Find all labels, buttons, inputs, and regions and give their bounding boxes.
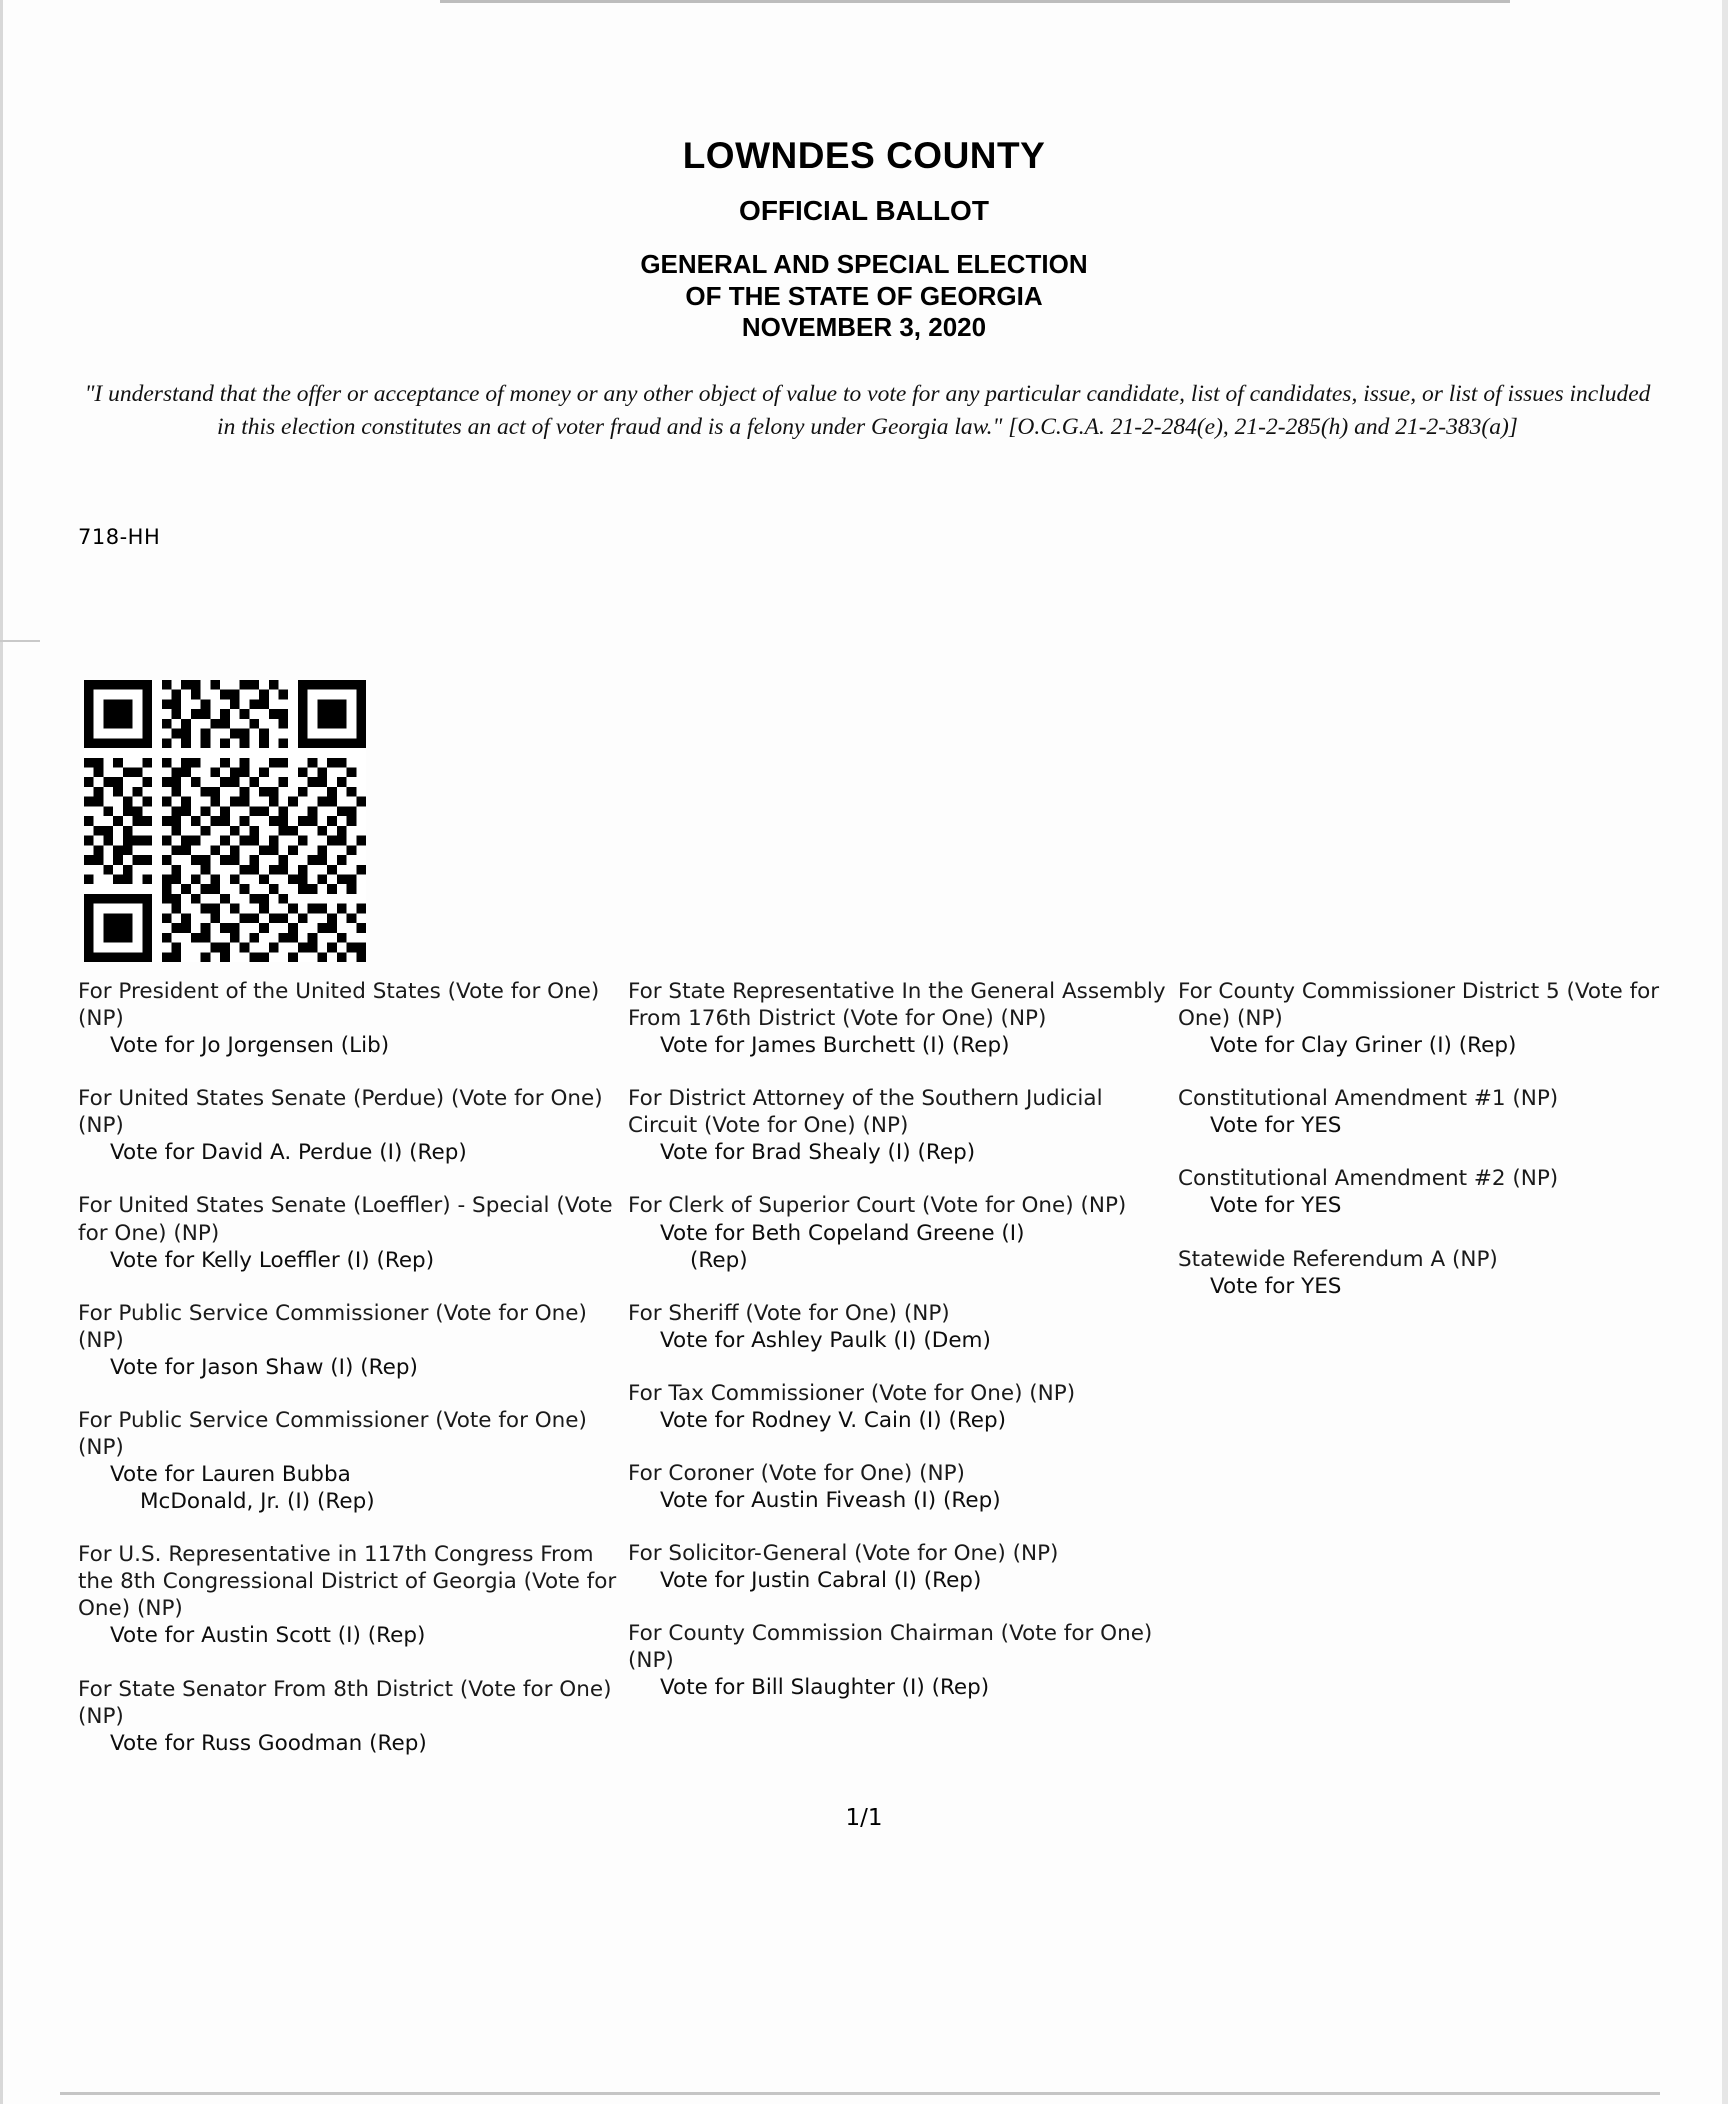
contest-selection: Vote for Bill Slaughter (I) (Rep) bbox=[660, 1675, 990, 1701]
contest-block bbox=[78, 1407, 623, 1515]
election-date: NOVEMBER 3, 2020 bbox=[741, 312, 987, 343]
contest-selection: Vote for Brad Shealy (I) (Rep) bbox=[660, 1140, 976, 1166]
contest-block bbox=[628, 978, 1173, 1059]
contest-selection: Vote for Russ Goodman (Rep) bbox=[110, 1730, 427, 1756]
contest-selection-line1: Vote for Lauren Bubba bbox=[110, 1462, 351, 1488]
contest-selection-line2: (Rep) bbox=[690, 1247, 748, 1273]
contest-block bbox=[628, 1620, 1173, 1701]
ballot-style-id: 718-HH bbox=[78, 525, 161, 549]
ballot-type-title: OFFICIAL BALLOT bbox=[739, 195, 989, 226]
selections-column-3 bbox=[1178, 978, 1678, 1326]
contest-block bbox=[628, 1192, 1173, 1273]
contest-block bbox=[628, 1460, 1173, 1514]
scan-edge-top bbox=[440, 0, 1510, 3]
contest-selection-line2: McDonald, Jr. (I) (Rep) bbox=[140, 1489, 375, 1515]
contest-title: For State Senator From 8th District (Vote for One) (NP) bbox=[78, 1676, 612, 1729]
election-title-line-2: OF THE STATE OF GEORGIA bbox=[685, 280, 1043, 311]
contest-selection: Vote for Austin Scott (I) (Rep) bbox=[110, 1623, 426, 1649]
scan-edge-bottom bbox=[60, 2092, 1660, 2095]
contest-title: For District Attorney of the Southern Judicial Circuit (Vote for One) (NP) bbox=[628, 1086, 1103, 1139]
contest-selection: Vote for Jason Shaw (I) (Rep) bbox=[110, 1354, 418, 1380]
contest-title: For Public Service Commissioner (Vote for One) (NP) bbox=[78, 1407, 587, 1461]
contest-title: For Public Service Commissioner (Vote for One) (NP) bbox=[78, 1300, 587, 1353]
county-title: LOWNDES COUNTY bbox=[682, 135, 1046, 176]
contest-selection bbox=[78, 1461, 623, 1515]
contest-selection: Vote for Jo Jorgensen (Lib) bbox=[110, 1033, 390, 1059]
voter-oath-statement: "I understand that the offer or acceptance of money or any other object of value to vote for any particular candidate, list of candidates, issue, or list of issues included in this election constitutes an act of voter fraud and is a felony under Georgia law." [O.C.G.A. 21-2-284(e), 21-2-285(h) and 21-2-383(a)] bbox=[84, 381, 1651, 441]
contest-title: For Coroner (Vote for One) (NP) bbox=[628, 1461, 965, 1487]
contest-title: For County Commissioner District 5 (Vote for One) (NP) bbox=[1178, 979, 1660, 1032]
contest-title: For Sheriff (Vote for One) (NP) bbox=[628, 1300, 950, 1326]
selections-column-1 bbox=[78, 978, 623, 1783]
contest-block bbox=[78, 978, 623, 1059]
contest-title: Constitutional Amendment #2 (NP) bbox=[1178, 1166, 1559, 1192]
contest-block bbox=[78, 1085, 623, 1166]
contest-selection: Vote for YES bbox=[1210, 1113, 1342, 1139]
contest-selection: Vote for Ashley Paulk (I) (Dem) bbox=[660, 1327, 991, 1353]
contest-block bbox=[628, 1540, 1173, 1594]
contest-block bbox=[1178, 1085, 1678, 1139]
contest-block bbox=[1178, 1246, 1678, 1300]
contest-selection: Vote for Kelly Loeffler (I) (Rep) bbox=[110, 1247, 435, 1273]
contest-title: For Tax Commissioner (Vote for One) (NP) bbox=[628, 1380, 1076, 1406]
contest-title: For Solicitor-General (Vote for One) (NP) bbox=[628, 1541, 1059, 1567]
contest-selection-line1: Vote for Beth Copeland Greene (I) bbox=[660, 1220, 1025, 1246]
contest-title: Statewide Referendum A (NP) bbox=[1178, 1246, 1498, 1272]
contest-block bbox=[78, 1541, 623, 1649]
contest-selection: Vote for Austin Fiveash (I) (Rep) bbox=[660, 1488, 1001, 1514]
contest-title: For President of the United States (Vote for One) (NP) bbox=[78, 979, 600, 1032]
contest-title: For State Representative In the General Assembly From 176th District (Vote for One) (NP) bbox=[628, 979, 1166, 1032]
contest-block bbox=[78, 1300, 623, 1381]
contest-selection: Vote for Rodney V. Cain (I) (Rep) bbox=[660, 1407, 1007, 1433]
contest-block bbox=[1178, 1165, 1678, 1219]
election-title-line-1: GENERAL AND SPECIAL ELECTION bbox=[640, 249, 1088, 279]
qr-code bbox=[84, 680, 366, 962]
contest-title: For Clerk of Superior Court (Vote for One) (NP) bbox=[628, 1193, 1127, 1219]
contest-block bbox=[78, 1676, 623, 1757]
contest-selection: Vote for YES bbox=[1210, 1193, 1342, 1219]
contest-title: For United States Senate (Loeffler) - Special (Vote for One) (NP) bbox=[78, 1193, 613, 1246]
contest-block bbox=[78, 1192, 623, 1273]
contest-selection: Vote for Clay Griner (I) (Rep) bbox=[1210, 1033, 1517, 1059]
page-number: 1/1 bbox=[845, 1805, 883, 1831]
contest-selection: Vote for David A. Perdue (I) (Rep) bbox=[110, 1140, 467, 1166]
contest-block bbox=[628, 1085, 1173, 1166]
contest-block bbox=[1178, 978, 1678, 1059]
selections-column-2 bbox=[628, 978, 1173, 1728]
contest-title: For United States Senate (Perdue) (Vote for One) (NP) bbox=[78, 1086, 603, 1139]
contest-title: For U.S. Representative in 117th Congress From the 8th Congressional District of Georgia (Vote for One) (NP) bbox=[78, 1542, 617, 1622]
contest-block bbox=[628, 1300, 1173, 1354]
contest-selection bbox=[628, 1220, 1173, 1274]
contest-selection: Vote for Justin Cabral (I) (Rep) bbox=[660, 1568, 982, 1594]
ballot-header bbox=[0, 135, 1728, 344]
contest-selection: Vote for James Burchett (I) (Rep) bbox=[660, 1033, 1010, 1059]
scan-edge-left-mark bbox=[0, 640, 40, 642]
contest-block bbox=[628, 1380, 1173, 1434]
contest-title: Constitutional Amendment #1 (NP) bbox=[1178, 1086, 1559, 1112]
contest-selection: Vote for YES bbox=[1210, 1273, 1342, 1299]
contest-title: For County Commission Chairman (Vote for One) (NP) bbox=[628, 1621, 1153, 1674]
